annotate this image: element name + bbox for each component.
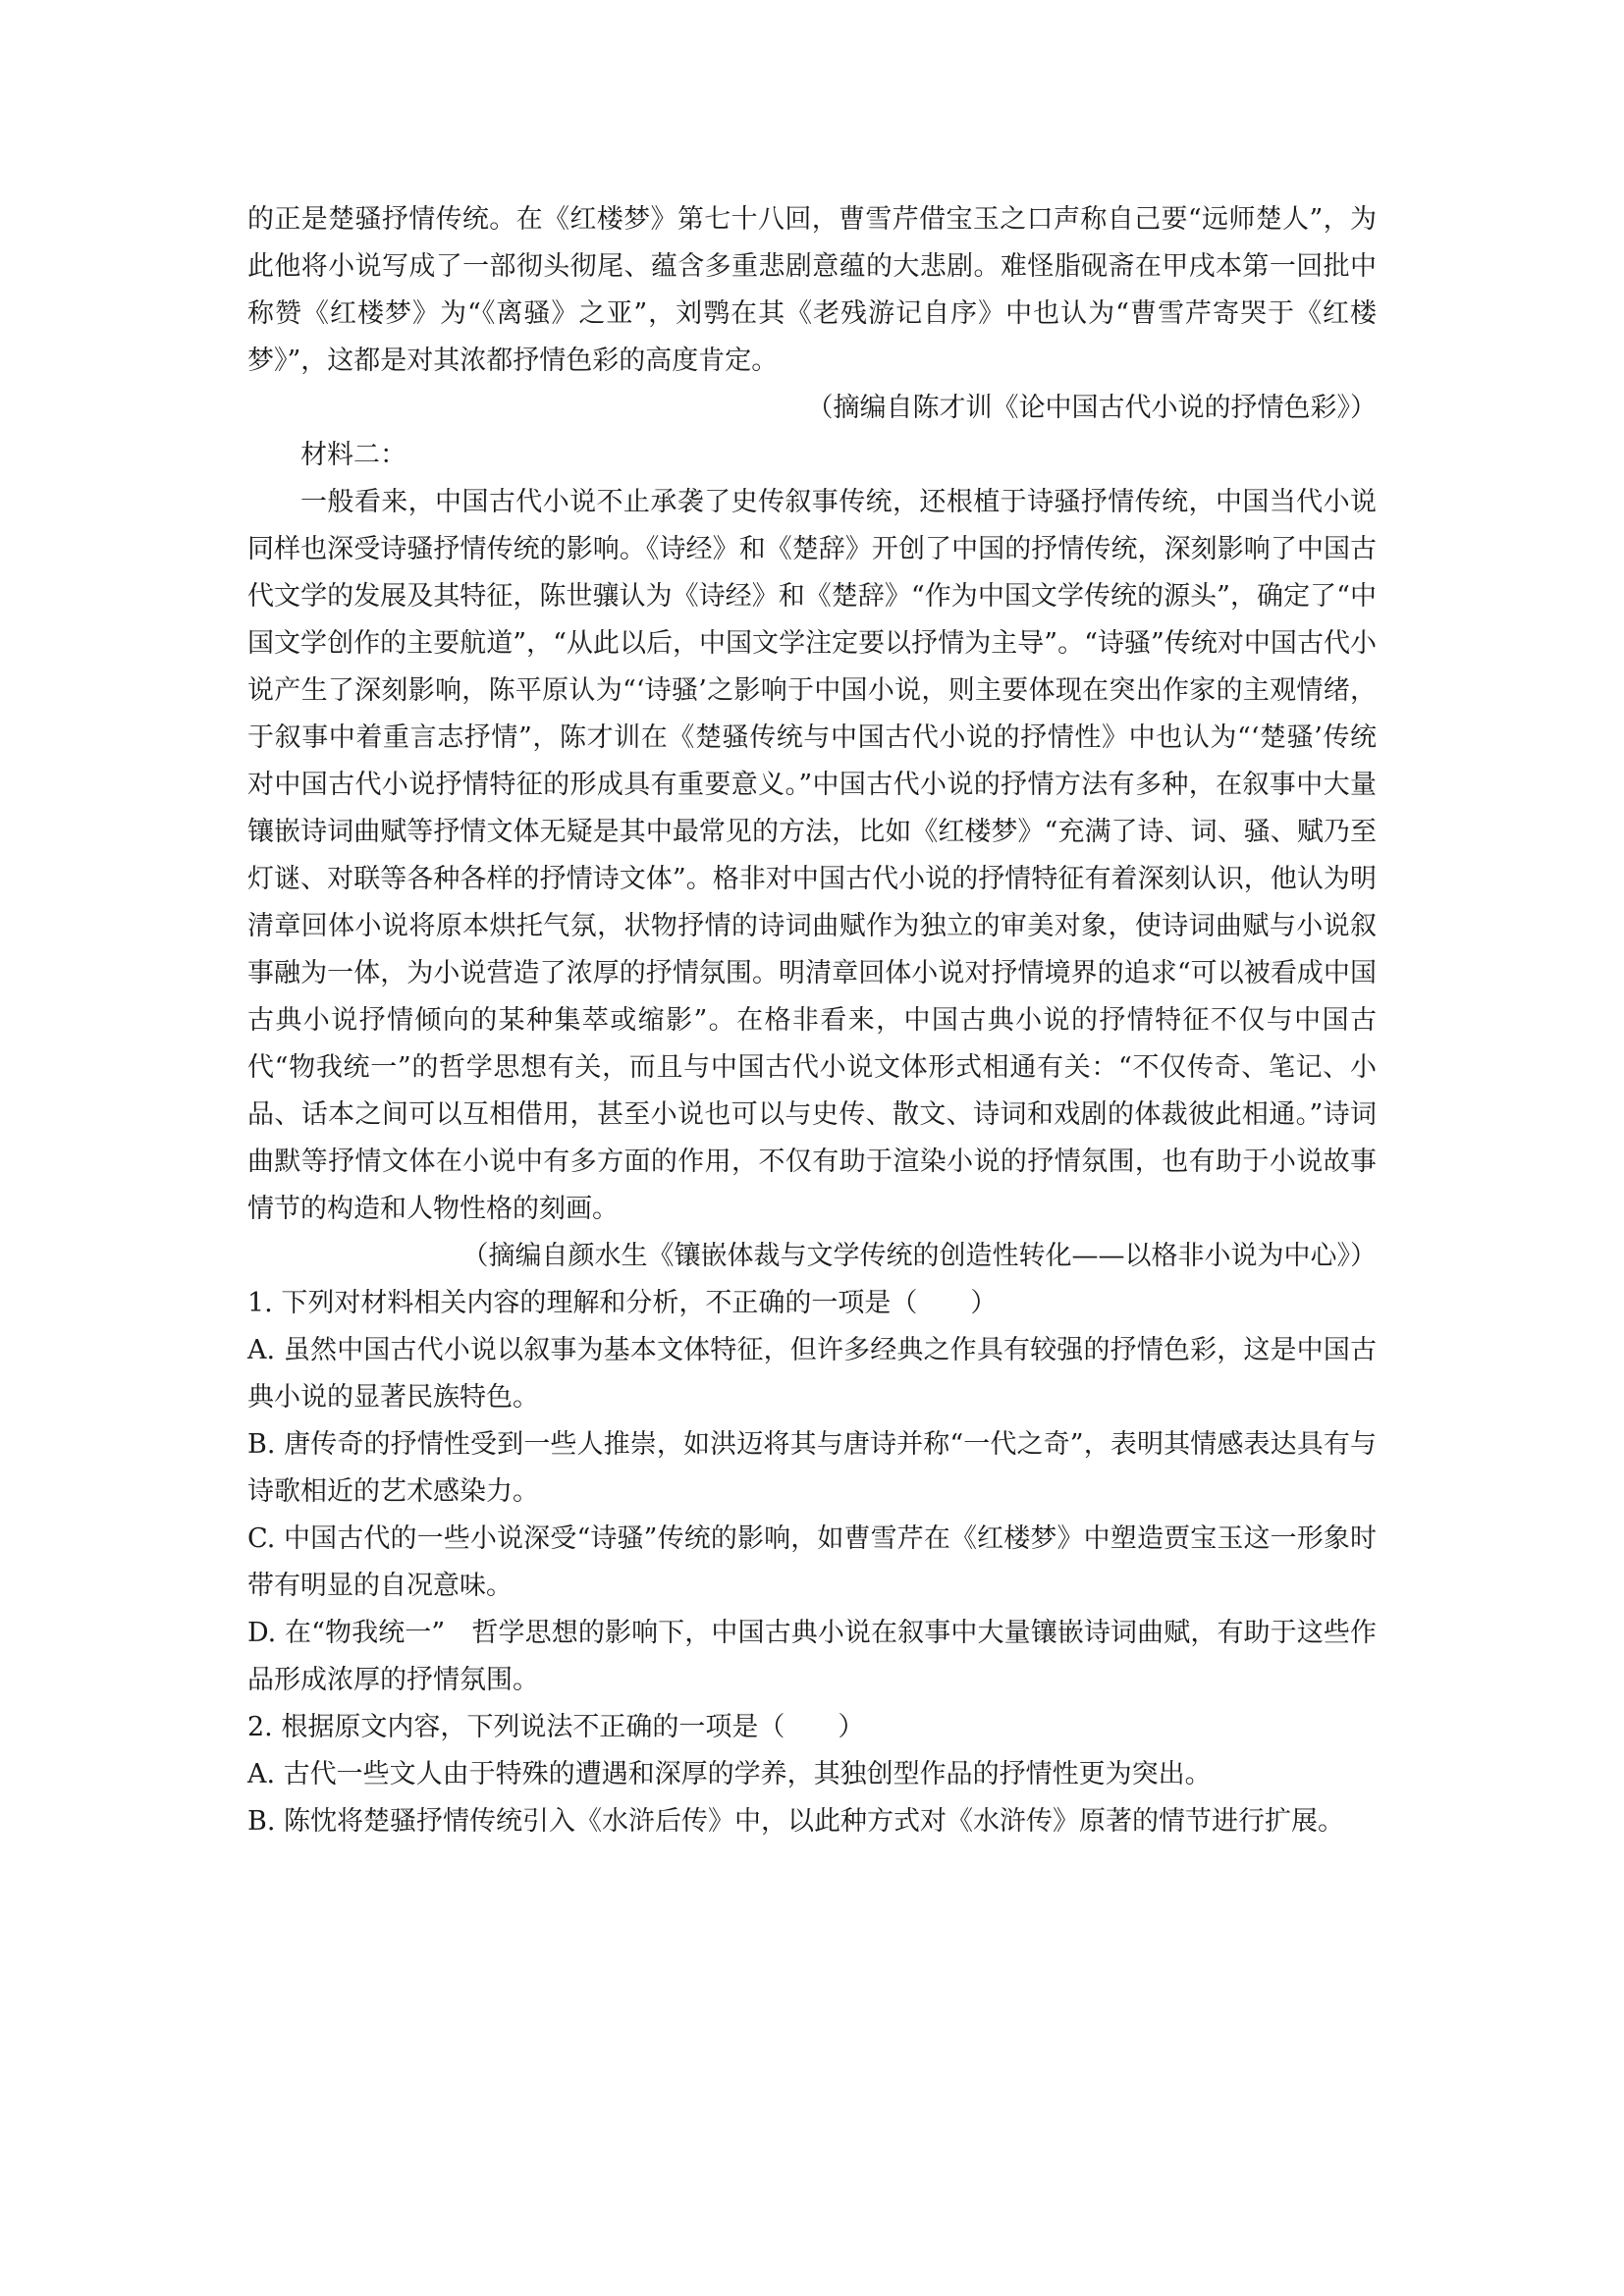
question-2-option-b: B. 陈忱将楚骚抒情传统引入《水浒后传》中，以此种方式对《水浒传》原著的情节进行扩展。 (247, 1806, 1345, 1837)
material2-heading: 材料二： (300, 440, 406, 470)
material2-body-paragraph: 一般看来，中国古代小说不止承袭了史传叙事传统，还根植于诗骚抒情传统，中国当代小说同样也深受诗骚抒情传统的影响。《诗经》和《楚辞》开创了中国的抒情传统，深刻影响了中国古代文学的发展及其特征，陈世骧认为《诗经》和《楚辞》“作为中国文学传统的源头”，确定了“中国文学创作的主要航道”，“从此以后，中国文学注定要以抒情为主导”。“诗骚”传统对中国古代小说产生了深刻影响，陈平原认为“‘诗骚’之影响于中国小说，则主要体现在突出作家的主观情绪，于叙事中着重言志抒情”，陈才训在《楚骚传统与中国古代小说的抒情性》中也认为“‘楚骚’传统对中国古代小说抒情特征的形成具有重要意义。”中国古代小说的抒情方法有多种，在叙事中大量镶嵌诗词曲赋等抒情文体无疑是其中最常见的方法，比如《红楼梦》“充满了诗、词、骚、赋乃至灯谜、对联等各种各样的抒情诗文体”。格非对中国古代小说的抒情特征有着深刻认识，他认为明清章回体小说将原本烘托气氛，状物抒情的诗词曲赋作为独立的审美对象，使诗词曲赋与小说叙事融为一体，为小说营造了浓厚的抒情氛围。明清章回体小说对抒情境界的追求“可以被看成中国古典小说抒情倾向的某种集萃或缩影”。在格非看来，中国古典小说的抒情特征不仅与中国古代“物我统一”的哲学思想有关，而且与中国古代小说文体形式相通有关：“不仅传奇、笔记、小品、话本之间可以互相借用，甚至小说也可以与史传、散文、诗词和戏剧的体裁彼此相通。”诗词曲默等抒情文体在小说中有多方面的作用，不仅有助于渲染小说的抒情氛围，也有助于小说故事情节的构造和人物性格的刻画。 (247, 487, 1377, 1224)
question-1-option-d: D. 在“物我统一” 哲学思想的影响下，中国古典小说在叙事中大量镶嵌诗词曲赋，有助于这些作品形成浓厚的抒情氛围。 (247, 1618, 1377, 1695)
question-1-option-c: C. 中国古代的一些小说深受“诗骚”传统的影响，如曹雪芹在《红楼梦》中塑造贾宝玉这一形象时带有明显的自况意味。 (247, 1523, 1377, 1601)
source-citation-2: （摘编自颜水生《镶嵌体裁与文学传统的创造性转化——以格非小说为中心》） (461, 1241, 1377, 1271)
question-2-option-a: A. 古代一些文人由于特殊的遭遇和深厚的学养，其独创型作品的抒情性更为突出。 (247, 1759, 1212, 1789)
source-citation-1: （摘编自陈才训《论中国古代小说的抒情色彩》） (806, 393, 1377, 423)
question-1-option-a: A. 虽然中国古代小说以叙事为基本文体特征，但许多经典之作具有较强的抒情色彩，这是中国古典小说的显著民族特色。 (247, 1335, 1377, 1413)
question-1-stem: 1. 下列对材料相关内容的理解和分析，不正确的一项是（ ） (247, 1288, 998, 1318)
document-page (247, 196, 1377, 1845)
material1-ending-paragraph: 的正是楚骚抒情传统。在《红楼梦》第七十八回，曹雪芹借宝玉之口声称自己要“远师楚人”，为此他将小说写成了一部彻头彻尾、蕴含多重悲剧意蕴的大悲剧。难怪脂砚斋在甲戌本第一回批中称赞《红楼梦》为“《离骚》之亚”，刘鹗在其《老残游记自序》中也认为“曹雪芹寄哭于《红楼梦》”，这都是对其浓都抒情色彩的高度肯定。 (247, 204, 1377, 376)
question-2-stem: 2. 根据原文内容，下列说法不正确的一项是（ ） (247, 1712, 865, 1742)
question-1-option-b: B. 唐传奇的抒情性受到一些人推崇，如洪迈将其与唐诗并称“一代之奇”，表明其情感表达具有与诗歌相近的艺术感染力。 (247, 1429, 1377, 1507)
